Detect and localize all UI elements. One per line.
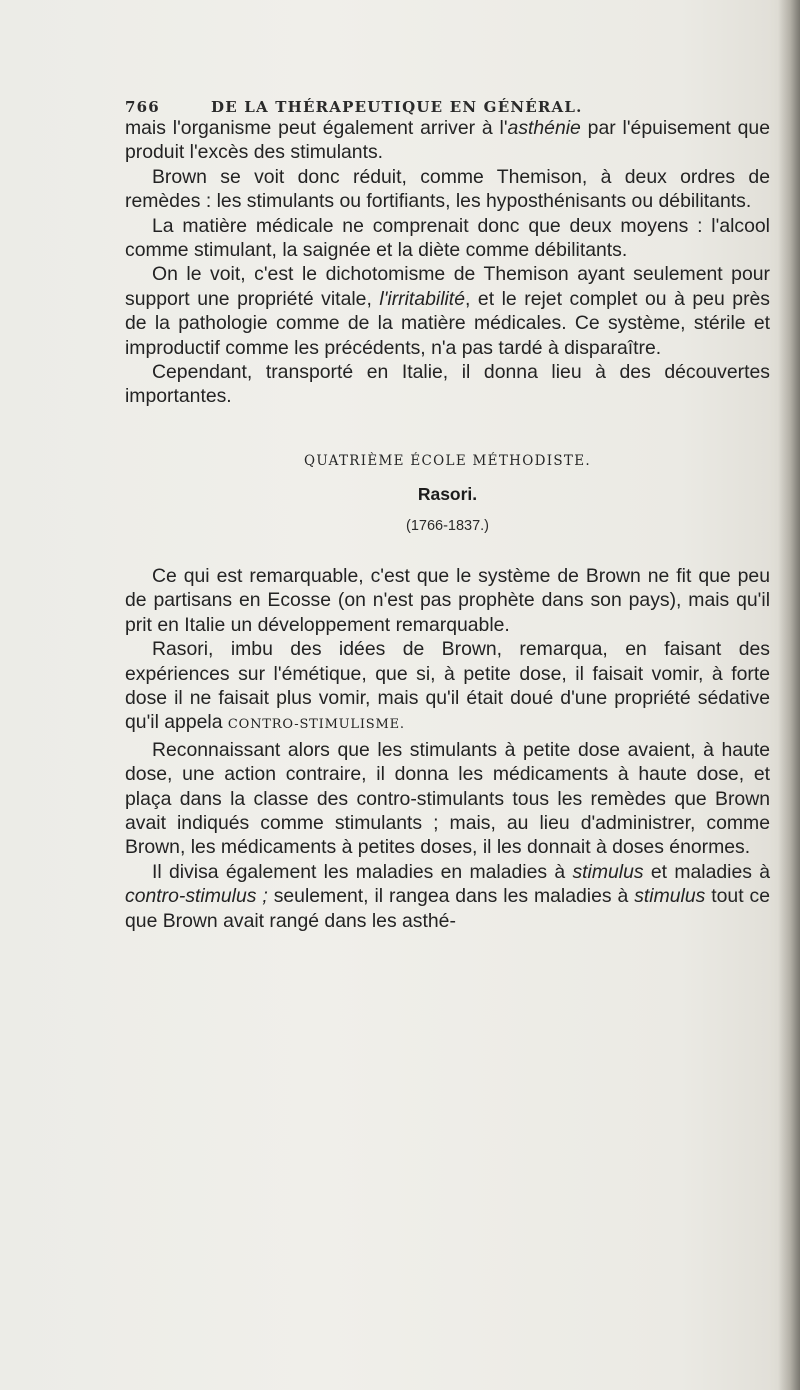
italic-term: contro-stimulus ; [125, 885, 268, 908]
small-caps-term: CONTRO-STIMULISME. [227, 717, 405, 733]
text-block-1 [125, 116, 770, 409]
section-dates: (1766-1837.) [405, 518, 490, 534]
text-run: et maladies à [643, 860, 771, 883]
paragraph [125, 860, 770, 933]
text-run: tout ce que Brown avait rangé dans les asthé- [125, 885, 770, 932]
paragraph: Brown se voit donc réduit, comme Themison, à deux ordres de remèdes : les stimulants ou fortifiants, les hyposthénisants ou débilitants. [125, 165, 770, 213]
paragraph: Ce qui est remarquable, c'est que le système de Brown ne fit que peu de partisans en Ecosse (on n'est pas prophète dans son pays), mais qu'il prit en Italie un développement remarquable. [125, 565, 770, 636]
text-run: par l'épuisement que produit l'excès des stimulants. [125, 117, 770, 164]
text-run: seulement, il rangea dans les maladies à [267, 885, 635, 908]
text-run: Rasori, imbu des idées de Brown, remarqua, en faisant des expériences sur l'émétique, que si, à petite dose, il faisait vomir, à forte dose il ne faisait plus vomir, mais qu'il était doué d'une propriété sédative qu'il appela [125, 638, 770, 734]
italic-term: asthénie [507, 117, 581, 139]
page-number: 766 [125, 98, 160, 116]
paragraph: La matière médicale ne comprenait donc que deux moyens : l'alcool comme stimulant, la saignée et la diète comme débilitants. [125, 214, 770, 262]
paragraph [125, 116, 770, 165]
section-title: QUATRIÈME ÉCOLE MÉTHODISTE. [304, 453, 591, 469]
text-block-2 [125, 564, 770, 933]
text-run: , et le rejet complet ou à peu près de la pathologie comme de la matière médicales. Ce système, stérile et improductif comme les précédents, n'a pas tardé à disparaître. [125, 287, 771, 359]
section-name: Rasori. [417, 484, 478, 504]
paragraph [125, 262, 770, 360]
italic-term: stimulus [634, 885, 706, 908]
paragraph: Cependant, transporté en Italie, il donna lieu à des découvertes importantes. [125, 361, 770, 408]
text-run: Il divisa également les maladies en maladies à [152, 860, 573, 883]
text-run: On le voit, c'est le dichotomisme de Themison ayant seulement pour support une propriété vitale, [125, 263, 770, 310]
page-edge-shadow [778, 0, 800, 1390]
running-header [125, 98, 765, 116]
italic-term: l'irritabilité [379, 287, 465, 310]
running-title: DE LA THÉRAPEUTIQUE EN GÉNÉRAL. [211, 98, 583, 116]
paragraph: Reconnaissant alors que les stimulants à petite dose avaient, à haute dose, une action contraire, il donna les médicaments à haute dose, et plaça dans la classe des contro-stimulants tous les remèdes que Brown avait indiqués comme stimulants ; mais, au lieu d'administrer, comme Brown, les médicaments à petites doses, il les donnait à doses énormes. [125, 738, 770, 859]
paragraph [125, 637, 770, 738]
italic-term: stimulus [572, 860, 644, 883]
text-run: mais l'organisme peut également arriver à l' [125, 117, 508, 139]
